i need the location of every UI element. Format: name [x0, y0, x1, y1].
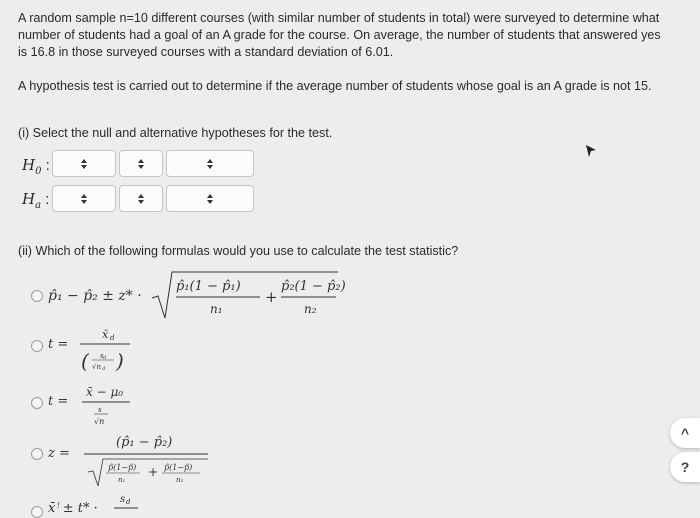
help-button[interactable]	[670, 452, 700, 482]
svg-text:p̂(1−p̂): p̂(1−p̂)	[108, 463, 137, 472]
formula-option-2-radio[interactable]	[31, 340, 43, 352]
ha-operator-select[interactable]	[119, 185, 163, 212]
collapse-button[interactable]	[670, 418, 700, 448]
svg-text:x̄ − μ₀: x̄ − μ₀	[86, 385, 124, 399]
h0-symbol: H	[22, 156, 36, 174]
h0-label: $H_0$ :	[22, 156, 50, 177]
formula-option-3	[48, 384, 148, 432]
svg-text:d: d	[102, 366, 106, 372]
h0-subscript: 0	[35, 166, 42, 177]
question-paragraph-1: A random sample n=10 different courses (with similar number of students in total) were surveyed to determine what number of students had a goal of an A grade for the course. On average, the number of students that answered yes is 16.8 in those surveyed courses with a standard deviation of 6.01.	[18, 11, 661, 59]
svg-text:p̂₂(1 − p̂₂): p̂₂(1 − p̂₂)	[281, 279, 346, 294]
select-arrows-icon	[138, 159, 144, 169]
svg-text:x̄: x̄	[102, 328, 109, 341]
formula-option-3-radio[interactable]	[31, 397, 43, 409]
select-arrows-icon	[81, 159, 87, 169]
svg-text:p̂₁ − p̂₂ ± z* ·: p̂₁ − p̂₂ ± z* ·	[48, 288, 142, 304]
h0-parameter-select[interactable]	[52, 150, 116, 177]
question-icon: ?	[680, 459, 690, 475]
svg-text:n₂: n₂	[304, 302, 317, 316]
svg-text:p̂(1−p̂): p̂(1−p̂)	[164, 463, 193, 472]
ha-parameter-select[interactable]	[52, 185, 116, 212]
formula-option-1	[48, 266, 346, 322]
ha-label: $H_a$ :	[22, 190, 50, 211]
svg-text:d: d	[103, 355, 107, 361]
select-arrows-icon	[81, 194, 87, 204]
svg-text:+: +	[265, 288, 278, 306]
svg-text:n₁: n₁	[118, 476, 126, 484]
formula-option-5	[48, 490, 168, 516]
svg-text:z =: z =	[48, 446, 70, 461]
svg-text:s: s	[98, 406, 102, 414]
svg-text:t =: t =	[48, 337, 69, 352]
h0-value-select[interactable]	[166, 150, 254, 177]
part-1-prompt: (i) Select the null and alternative hypotheses for the test.	[18, 126, 333, 140]
svg-text:): )	[116, 349, 124, 373]
svg-text:p̂₁(1 − p̂₁): p̂₁(1 − p̂₁)	[176, 279, 241, 294]
formula-option-1-radio[interactable]	[31, 290, 43, 302]
question-paragraph-2: A hypothesis test is carried out to determine if the average number of students whose goal is an A grade is not 15.	[18, 79, 652, 93]
ha-subscript: a	[35, 200, 42, 211]
svg-text:n₁: n₁	[210, 302, 223, 316]
chevron-up-icon: ^	[680, 425, 690, 441]
ha-value-select[interactable]	[166, 185, 254, 212]
ha-symbol: H	[22, 190, 36, 208]
svg-text:+: +	[148, 465, 159, 479]
svg-text:√n: √n	[94, 417, 105, 426]
formula-option-4	[48, 428, 218, 490]
svg-text:t =: t =	[48, 394, 69, 409]
cursor-arrow-icon	[585, 144, 597, 158]
svg-text:(: (	[81, 349, 89, 373]
svg-text:s: s	[120, 494, 126, 505]
select-arrows-icon	[207, 194, 213, 204]
svg-text:x̄ꜝ ± t* ·: x̄ꜝ ± t* ·	[48, 501, 98, 516]
svg-text:s: s	[100, 352, 104, 360]
select-arrows-icon	[138, 194, 144, 204]
part-2-prompt: (ii) Which of the following formulas would you use to calculate the test statistic?	[18, 244, 459, 258]
h0-operator-select[interactable]	[119, 150, 163, 177]
svg-text:(p̂₁ − p̂₂): (p̂₁ − p̂₂)	[116, 435, 173, 450]
formula-option-2	[48, 326, 148, 376]
svg-text:d: d	[126, 498, 131, 506]
svg-text:n₂: n₂	[176, 476, 184, 484]
formula-option-5-radio[interactable]	[31, 506, 43, 518]
svg-text:d: d	[110, 334, 115, 342]
select-arrows-icon	[207, 159, 213, 169]
formula-option-4-radio[interactable]	[31, 448, 43, 460]
svg-text:√n: √n	[92, 363, 101, 371]
